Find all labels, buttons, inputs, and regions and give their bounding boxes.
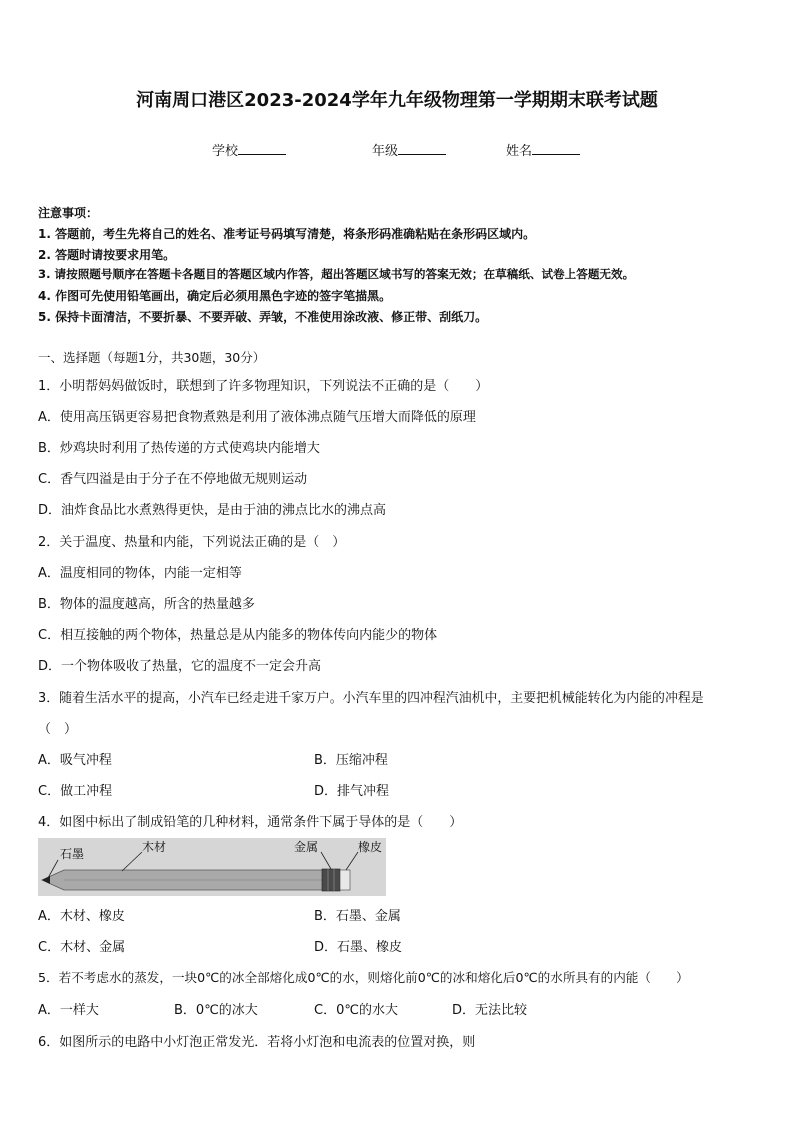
question-1-option-d: D．油炸食品比水煮熟得更快，是由于油的沸点比水的沸点高 <box>38 503 387 518</box>
rubber-label: 橡皮 <box>358 840 383 854</box>
question-1-option-a: A．使用高压锅更容易把食物煮熟是利用了液体沸点随气压增大而降低的原理 <box>38 410 476 425</box>
metal-ferrule <box>322 869 340 891</box>
question-4-stem: 4．如图中标出了制成铅笔的几种材料，通常条件下属于导体的是（ ） <box>38 815 463 830</box>
question-2-option-d: D．一个物体吸收了热量，它的温度不一定会升高 <box>38 659 322 674</box>
question-3-option-b: B．压缩冲程 <box>314 753 388 768</box>
question-3-option-a: A．吸气冲程 <box>38 753 112 768</box>
notes-heading: 注意事项： <box>38 206 99 220</box>
school-label: 学校 <box>212 144 239 159</box>
grade-field <box>372 140 446 159</box>
question-1-option-c: C．香气四溢是由于分子在不停地做无规则运动 <box>38 472 308 487</box>
note-item: 1. 答题前，考生先将自己的姓名、准考证号码填写清楚，将条形码准确粘贴在条形码区域内。 <box>38 227 536 241</box>
wood-label: 木材 <box>142 840 167 854</box>
metal-label: 金属 <box>294 840 319 854</box>
school-blank <box>238 142 286 155</box>
question-2-option-b: B．物体的温度越高，所含的热量越多 <box>38 597 255 612</box>
eraser <box>340 870 350 890</box>
question-1-stem: 1．小明帮妈妈做饭时，联想到了许多物理知识，下列说法不正确的是（ ） <box>38 379 489 394</box>
name-label: 姓名 <box>506 144 533 159</box>
question-4-option-a: A．木材、橡皮 <box>38 909 125 924</box>
grade-label: 年级 <box>372 144 399 159</box>
note-item: 4. 作图可先使用铅笔画出，确定后必须用黑色字迹的签字笔描黑。 <box>38 289 392 303</box>
page-title: 河南周口港区2023-2024学年九年级物理第一学期期末联考试题 <box>136 90 658 111</box>
question-3-stem: 3．随着生活水平的提高，小汽车已经走进千家万户。小汽车里的四冲程汽油机中，主要把机械能转化为内能的冲程是 <box>38 691 704 706</box>
question-5-option-b: B．0℃的冰大 <box>174 1003 258 1018</box>
name-field <box>506 140 580 159</box>
question-5-stem: 5．若不考虑水的蒸发，一块0℃的冰全部熔化成0℃的水，则熔化前0℃的冰和熔化后0℃的水所具有的内能（ ） <box>38 970 689 985</box>
question-2-stem: 2．关于温度、热量和内能，下列说法正确的是（ ） <box>38 535 346 550</box>
question-5-option-a: A．一样大 <box>38 1003 99 1018</box>
question-4-option-b: B．石墨、金属 <box>314 909 401 924</box>
question-2-option-a: A．温度相同的物体，内能一定相等 <box>38 566 242 581</box>
question-5-option-c: C．0℃的水大 <box>314 1003 398 1018</box>
question-4-option-d: D．石墨、橡皮 <box>314 940 403 955</box>
note-item: 3. 请按照题号顺序在答题卡各题目的答题区域内作答，超出答题区域书写的答案无效；在草稿纸、试卷上答题无效。 <box>38 267 635 281</box>
question-2-option-c: C．相互接触的两个物体，热量总是从内能多的物体传向内能少的物体 <box>38 628 438 643</box>
note-item: 2. 答题时请按要求用笔。 <box>38 248 176 262</box>
name-blank <box>532 142 580 155</box>
note-item: 5. 保持卡面清洁，不要折暴、不要弄破、弄皱，不准使用涂改液、修正带、刮纸刀。 <box>38 310 488 324</box>
pencil-figure <box>38 838 386 896</box>
school-field <box>212 140 286 159</box>
question-3-option-d: D．排气冲程 <box>314 784 390 799</box>
question-4-option-c: C．木材、金属 <box>38 940 126 955</box>
question-3-stem-cont: （ ） <box>38 722 78 737</box>
question-1-option-b: B．炒鸡块时利用了热传递的方式使鸡块内能增大 <box>38 441 320 456</box>
question-3-option-c: C．做工冲程 <box>38 784 113 799</box>
graphite-label: 石墨 <box>60 847 85 861</box>
section-title: 一、选择题（每题1分，共30题，30分） <box>38 350 266 365</box>
question-6-stem: 6．如图所示的电路中小灯泡正常发光．若将小灯泡和电流表的位置对换，则 <box>38 1035 476 1050</box>
grade-blank <box>398 142 446 155</box>
question-5-option-d: D．无法比较 <box>452 1003 528 1018</box>
